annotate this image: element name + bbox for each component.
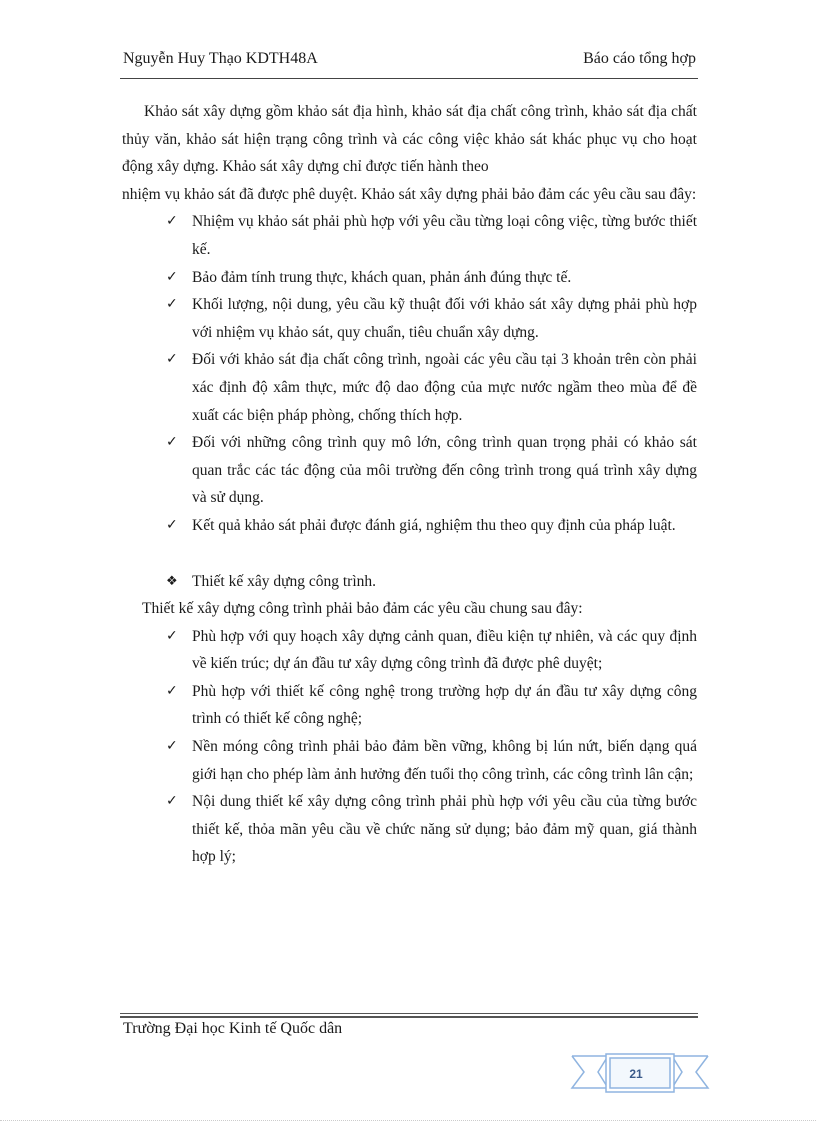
section-intro: Thiết kế xây dựng công trình phải bảo đảm các yêu cầu chung sau đây: <box>142 600 583 618</box>
checkmark-icon: ✓ <box>166 351 178 368</box>
header-title: Báo cáo tổng hợp <box>583 50 696 67</box>
diamond-bullet-icon: ❖ <box>166 573 178 589</box>
checkmark-icon: ✓ <box>166 793 178 810</box>
header-author: Nguyễn Huy Thạo KDTH48A <box>123 50 318 67</box>
checkmark-icon: ✓ <box>166 627 178 644</box>
checkmark-icon: ✓ <box>166 213 178 230</box>
intro-paragraph: Khảo sát xây dựng gồm khảo sát địa hình, khảo sát địa chất công trình, khảo sát địa chất thủy văn, khảo sát hiện trạng công trình và các công việc khảo sát khác phục vụ cho hoạt động xây dựng. Khảo sát xây dựng chỉ được tiến hành theo <box>122 103 697 176</box>
section-heading <box>122 568 697 596</box>
list-item: ✓ Kết quả khảo sát phải được đánh giá, nghiệm thu theo quy định của pháp luật. <box>122 512 697 540</box>
list-item: ✓ Nền móng công trình phải bảo đảm bền vững, không bị lún nứt, biến dạng quá giới hạn cho phép làm ảnh hưởng đến tuổi thọ công trình, các công trình lân cận; <box>122 733 697 788</box>
page-header <box>123 50 696 68</box>
checkmark-icon: ✓ <box>166 434 178 451</box>
footer-institution: Trường Đại học Kinh tế Quốc dân <box>123 1020 343 1037</box>
checkmark-icon: ✓ <box>166 738 178 755</box>
survey-requirements-list <box>122 208 697 539</box>
list-item: ✓ Nhiệm vụ khảo sát phải phù hợp với yêu cầu từng loại công việc, từng bước thiết kế. <box>122 208 697 263</box>
list-item: ✓ Nội dung thiết kế xây dựng công trình phải phù hợp với yêu cầu của từng bước thiết kế, thỏa mãn yêu cầu về chức năng sử dụng; bảo đảm mỹ quan, giá thành hợp lý; <box>122 788 697 871</box>
checkmark-icon: ✓ <box>166 682 178 699</box>
intro-paragraph-continued: nhiệm vụ khảo sát đã được phê duyệt. Khảo sát xây dựng phải bảo đảm các yêu cầu sau đây: <box>122 185 697 203</box>
document-body <box>122 98 697 871</box>
list-item: ✓ Bảo đảm tính trung thực, khách quan, phản ánh đúng thực tế. <box>122 264 697 292</box>
design-requirements-list <box>122 623 697 871</box>
list-item: ✓ Phù hợp với quy hoạch xây dựng cảnh quan, điều kiện tự nhiên, và các quy định về kiến trúc; dự án đầu tư xây dựng công trình đã được phê duyệt; <box>122 623 697 678</box>
checkmark-icon: ✓ <box>166 516 178 533</box>
footer-rule-thick <box>120 1016 698 1018</box>
list-item: ✓ Khối lượng, nội dung, yêu cầu kỹ thuật đối với khảo sát xây dựng phải phù hợp với nhiệm vụ khảo sát, quy chuẩn, tiêu chuẩn xây dựng. <box>122 291 697 346</box>
list-item: ✓ Đối với khảo sát địa chất công trình, ngoài các yêu cầu tại 3 khoản trên còn phải xác định độ xâm thực, mức độ dao động của mực nước ngầm theo mùa để đề xuất các biện pháp phòng, chống thích hợp. <box>122 346 697 429</box>
footer-rule <box>120 1013 698 1014</box>
bottom-divider <box>0 1120 816 1121</box>
header-rule <box>120 78 698 79</box>
checkmark-icon: ✓ <box>166 268 178 285</box>
list-item: ✓ Phù hợp với thiết kế công nghệ trong trường hợp dự án đầu tư xây dựng công trình có thiết kế công nghệ; <box>122 678 697 733</box>
section-title: Thiết kế xây dựng công trình. <box>192 572 377 590</box>
list-item: ✓ Đối với những công trình quy mô lớn, công trình quan trọng phải có khảo sát quan trắc các tác động của môi trường đến công trình trong quá trình xây dựng và sử dụng. <box>122 429 697 512</box>
checkmark-icon: ✓ <box>166 296 178 313</box>
page-number: 21 <box>629 1067 643 1081</box>
